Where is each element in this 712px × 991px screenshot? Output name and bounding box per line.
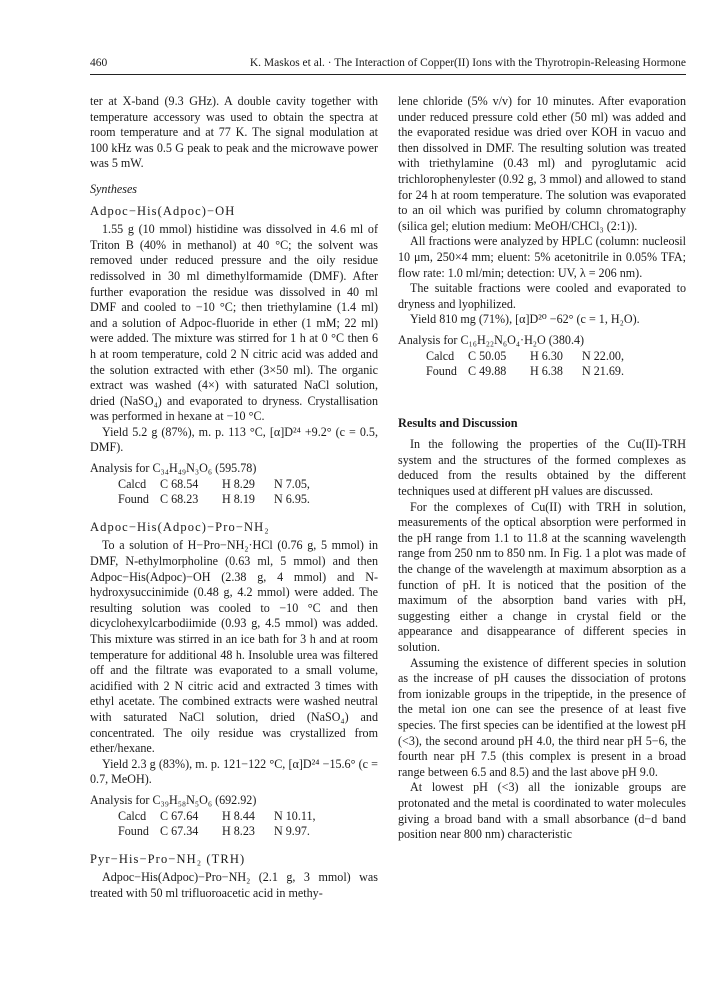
analysis-formula: Analysis for C₃₉H₅₈N₅O₆ (692.92) xyxy=(90,792,257,807)
paragraph: lene chloride (5% v/v) for 10 minutes. After evaporation under reduced pressure cold ether (50 ml) was added and the evaporated residue was dried over KOH in vacuo and then dissolved in DMF. The resulting solution was treated with triethylamine (0.43 ml) and pyroglutamic acid trichlorophenylester (0.92 g, 3 mmol) and allowed to stand for 24 h at room temperature. The solution was evaporated to an oil which was purified by column chromatography (silica gel; elution medium: MeOH/CHCl₃ (2:1)). xyxy=(398,94,686,233)
analysis-calcd-row: Calcd C 67.64 H 8.44 N 10.11, xyxy=(118,808,316,823)
section-subheading: Syntheses xyxy=(90,181,138,196)
compound-title: Pyr−His−Pro−NH₂ (TRH) xyxy=(90,851,246,866)
compound-title: Adpoc−His(Adpoc)−Pro−NH₂ xyxy=(90,519,270,534)
paragraph: Assuming the existence of different species in solution as the increase of pH causes the dissociation of protons from ionizable groups in the tripeptide, in the presence of the metal ion one can see the presence of at least five species. The first species can be identified at the lowest pH (<3), the second around pH 4.0, the third near pH 5−6, the fourth near pH 7.5 (this complex is present in a broad range between 6.5 and 8.5) and the last above pH 9.0. xyxy=(398,655,686,779)
paragraph: The suitable fractions were cooled and evaporated to dryness and lyophilized. xyxy=(398,281,686,311)
page-number: 460 xyxy=(90,57,108,69)
yield-line: Yield 2.3 g (83%), m. p. 121−122 °C, [α]D²⁴ −15.6° (c = 0.7, MeOH). xyxy=(90,756,378,787)
paragraph: All fractions were analyzed by HPLC (column: nucleosil 10 μm, 250×4 mm; eluent: 5% acetonitrile in 0.05% TFA; flow rate: 1.0 ml/min; detection: UV, λ = 206 nm). xyxy=(398,234,686,280)
analysis-found-row: Found C 68.23 H 8.19 N 6.95. xyxy=(118,492,310,507)
left-column xyxy=(90,94,378,902)
paragraph: ter at X-band (9.3 GHz). A double cavity together with temperature accessory was used to obtain the spectra at room temperature and at 77 K. The signal modulation at 100 kHz was 0.5 G peak to peak and the microwave power was 5 mW. xyxy=(90,94,378,171)
paragraph: To a solution of H−Pro−NH₂·HCl (0.76 g, 5 mmol) in DMF, N-ethylmorpholine (0.63 ml, 5 mmol) and then Adpoc−His(Adpoc)−OH (2.38 g, 4 mmol) and N-hydroxysuccinimide (0.48 g, 4.2 mmol) were added. The resulting solution was cooled to −10 °C and then dicyclohexylcarbodiimide (0.93 g, 4.5 mmol) was added. This mixture was stirred in an ice bath for 3 h and at room temperature for additional 48 h. Insoluble urea was filtered off and the filtrate was evaporated to a small volume, acidified with 2 N citric acid and extracted 3 times with ethyl acetate. The combined extracts were washed neutral with saturated NaCl solution, dried (NaSO₄) and concentrated. The oily residue was crystallized from ether/hexane. xyxy=(90,538,378,756)
paragraph: At lowest pH (<3) all the ionizable groups are protonated and the metal is coordinated to water molecules giving a broad band with a small absorbance (d−d band position near 800 nm) characteristic xyxy=(398,780,686,842)
analysis-formula: Analysis for C₁₆H₂₂N₆O₄·H₂O (380.4) xyxy=(398,332,585,347)
page-header xyxy=(90,56,686,75)
paragraph: For the complexes of Cu(II) with TRH in solution, measurements of the optical absorption were performed in the pH range from 1.1 to 11.8 at the scanning wavelength range from 250 nm to 850 nm. In Fig. 1 a plot was made of the change of the wavelength at maximum absorption as a function of pH. It is noticed that the position of the maximum of the absorption band varies with pH, suggesting either a change in crystal field or the appearance and disappearance of different species in solution. xyxy=(398,499,686,654)
analysis-found-row: Found C 67.34 H 8.23 N 9.97. xyxy=(118,824,310,839)
paragraph: Adpoc−His(Adpoc)−Pro−NH₂ (2.1 g, 3 mmol) was treated with 50 ml trifluoroacetic acid in methy- xyxy=(90,870,378,900)
analysis-formula: Analysis for C₃₄H₄₉N₃O₆ (595.78) xyxy=(90,461,257,476)
elemental-analysis xyxy=(398,333,686,380)
paragraph: 1.55 g (10 mmol) histidine was dissolved in 4.6 ml of Triton B (40% in methanol) at 40 °C; the solvent was removed under reduced pressure and the oily residue redissolved in 30 ml dimethylformamide (DMF). After further evaporation the residue was dissolved in 40 ml DMF and cooled to −10 °C; then triethylamine (1.4 ml) and a solution of Adpoc-fluoride in ether (1 mM; 22 ml) were added. The mixture was stirred for 1 h at 0 °C then 6 h at room temperature, cold 2 N citric acid was added and the solution extracted with ether (3×50 ml). The organic extract was washed (4×) with saturated NaCl solution, dried (NaSO₄) and evaporated to dryness. Crystallisation was performed in hexane at −10 °C. xyxy=(90,222,378,424)
yield-line: Yield 5.2 g (87%), m. p. 113 °C, [α]D²⁴ +9.2° (c = 0.5, DMF). xyxy=(90,424,378,455)
yield-line: Yield 810 mg (71%), [α]D²⁰ −62° (c = 1, H₂O). xyxy=(410,312,640,327)
analysis-calcd-row: Calcd C 68.54 H 8.29 N 7.05, xyxy=(118,476,310,491)
elemental-analysis xyxy=(90,793,378,840)
analysis-calcd-row: Calcd C 50.05 H 6.30 N 22.00, xyxy=(426,348,624,363)
section-heading: Results and Discussion xyxy=(398,415,518,430)
compound-title: Adpoc−His(Adpoc)−OH xyxy=(90,203,236,218)
right-column xyxy=(398,94,686,843)
elemental-analysis xyxy=(90,461,378,508)
running-title: K. Maskos et al. · The Interaction of Copper(II) Ions with the Thyrotropin-Releasing Hormone xyxy=(249,57,686,69)
analysis-found-row: Found C 49.88 H 6.38 N 21.69. xyxy=(426,364,624,379)
paragraph: In the following the properties of the Cu(II)-TRH system and the structures of the formed complexes as deduced from the results obtained by the different techniques used at different pH values are discussed. xyxy=(398,437,686,499)
